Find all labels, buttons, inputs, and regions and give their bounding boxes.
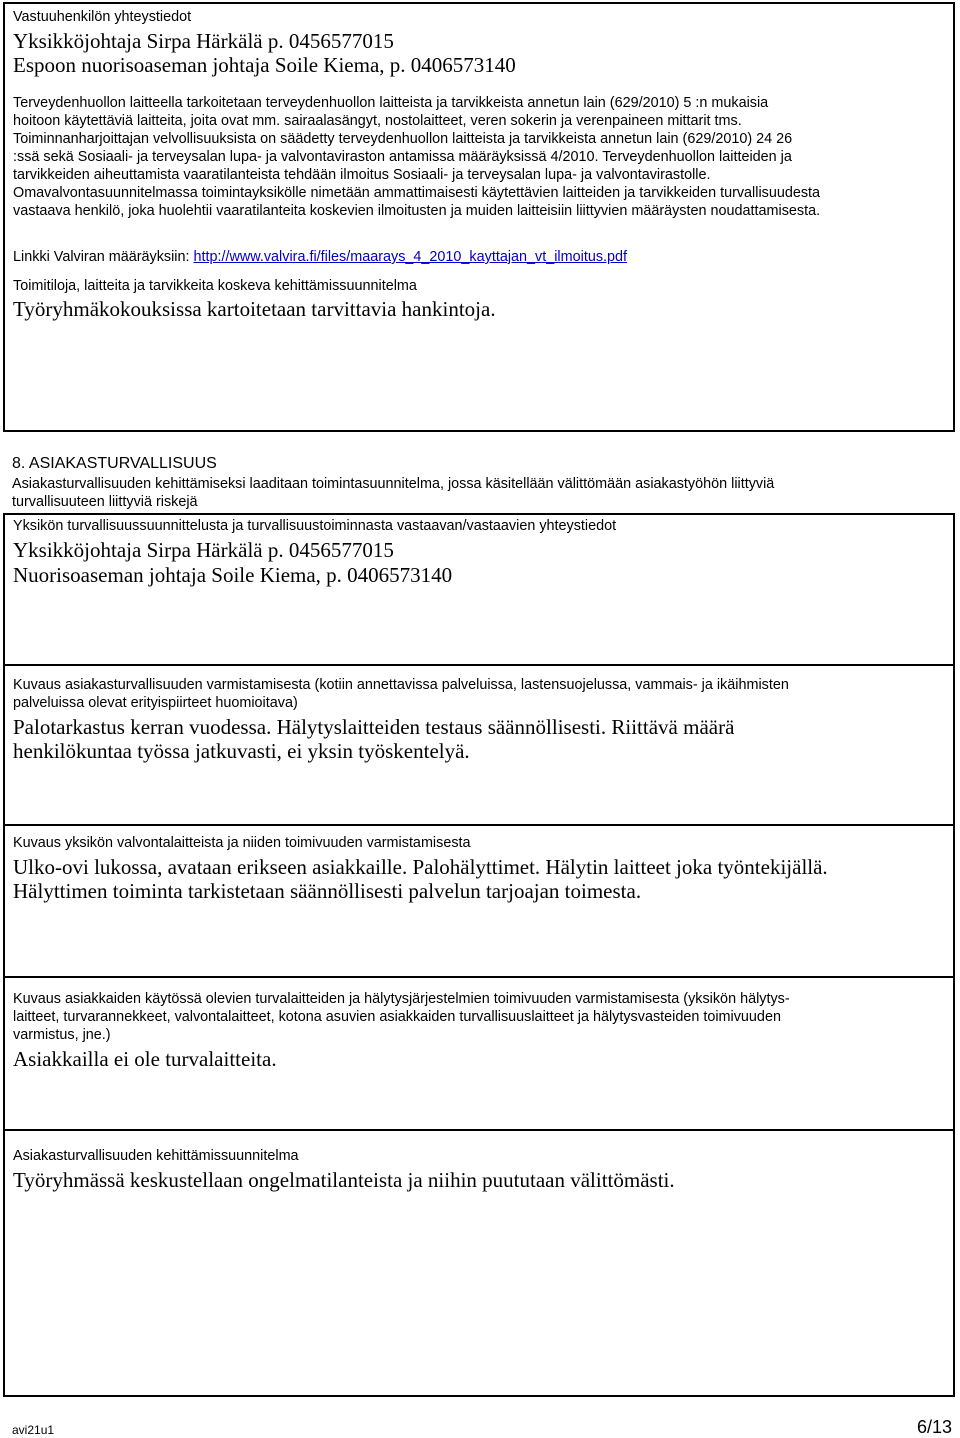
devices-paragraph-line: tarvikkeiden aiheuttamista vaaratilanteista tehdään ilmoitus Sosiaali- ja terveysalan lupa- ja valvontavirastolle. (13, 167, 711, 183)
client-safety-label-line: Kuvaus asiakasturvallisuuden varmistamisesta (kotiin annettavissa palveluissa, lastensuojelussa, vammais- ja ikäihmisten (13, 677, 789, 693)
devices-paragraph-line: Toiminnanharjoittajan velvollisuuksista on säädetty terveydenhuollon laitteista ja tarvikkeista annetun lain (629/2010) 24 26 (13, 131, 793, 147)
monitoring-devices-answer (13, 855, 949, 903)
section-intro-line: Asiakasturvallisuuden kehittämiseksi laaditaan toimintasuunnitelma, jossa käsitellään välittömään asiakastyöhön liittyviä (12, 476, 775, 492)
contact-and-devices-box (3, 2, 955, 432)
safety-development-label: Asiakasturvallisuuden kehittämissuunnitelma (13, 1148, 299, 1164)
document-code: avi21u1 (12, 1423, 55, 1437)
monitoring-devices-answer-line: Ulko-ovi lukossa, avataan erikseen asiakkaille. Palohälyttimet. Hälytin laitteet joka työntekijällä. (13, 855, 828, 879)
client-devices-label-line: Kuvaus asiakkaiden käytössä olevien turvalaitteiden ja hälytysjärjestelmien toimivuuden varmistamisesta (yksikön hälytys- (13, 991, 790, 1007)
section-intro (12, 475, 948, 511)
devices-paragraph-line: :ssä sekä Sosiaali- ja terveysalan lupa- ja valvontaviraston antamissa määräyksissä 4/2010. Terveydenhuollon laitteiden ja (13, 149, 792, 165)
safety-contact-line-1: Yksikköjohtaja Sirpa Härkälä p. 0456577015 (13, 538, 394, 562)
development-plan-label: Toimitiloja, laitteita ja tarvikkeita koskeva kehittämissuunnitelma (13, 278, 417, 294)
client-safety-box (3, 664, 955, 826)
client-devices-label-line: varmistus, jne.) (13, 1027, 111, 1043)
responsible-person-label: Vastuuhenkilön yhteystiedot (13, 9, 192, 25)
contact-line-2: Espoon nuorisoaseman johtaja Soile Kiema, p. 0406573140 (13, 53, 516, 77)
page-number: 6/13 (916, 1417, 952, 1437)
safety-contacts-box (3, 513, 955, 666)
valvira-link-row (13, 248, 627, 266)
client-safety-label-line: palveluissa olevat erityispiirteet huomioitava) (13, 695, 298, 711)
safety-development-box (3, 1129, 955, 1397)
safety-contacts-label: Yksikön turvallisuussuunnittelusta ja turvallisuustoiminnasta vastaavan/vastaavien yhteystiedot (13, 518, 617, 534)
client-safety-label (13, 676, 949, 712)
monitoring-devices-label: Kuvaus yksikön valvontalaitteista ja niiden toimivuuden varmistamisesta (13, 835, 471, 851)
contact-line-1: Yksikköjohtaja Sirpa Härkälä p. 0456577015 (13, 29, 394, 53)
monitoring-devices-box (3, 824, 955, 978)
devices-paragraph-line: Terveydenhuollon laitteella tarkoitetaan terveydenhuollon laitteista ja tarvikkeista annetun lain (629/2010) 5 :n mukaisia (13, 95, 769, 111)
valvira-link-label: Linkki Valviran määräyksiin: (13, 249, 194, 265)
client-safety-answer-line: Palotarkastus kerran vuodessa. Hälytyslaitteiden testaus säännöllisesti. Riittävä määrä (13, 715, 735, 739)
safety-contact-line-2: Nuorisoaseman johtaja Soile Kiema, p. 0406573140 (13, 563, 453, 587)
client-devices-label (13, 990, 949, 1044)
client-devices-answer: Asiakkailla ei ole turvalaitteita. (13, 1047, 277, 1071)
devices-paragraph-line: Omavalvontasuunnitelmassa toimintayksikölle nimetään ammattimaisesti käytettävien laitteiden ja tarvikkeiden turvallisuudesta (13, 185, 821, 201)
development-plan-answer: Työryhmäkokouksissa kartoitetaan tarvittavia hankintoja. (13, 297, 496, 321)
safety-development-answer: Työryhmässä keskustellaan ongelmatilanteista ja niihin puututaan välittömästi. (13, 1168, 675, 1192)
valvira-link[interactable]: http://www.valvira.fi/files/maarays_4_2010_kayttajan_vt_ilmoitus.pdf (193, 249, 628, 265)
monitoring-devices-answer-line: Hälyttimen toiminta tarkistetaan säännöllisesti palvelun tarjoajan toimesta. (13, 879, 642, 903)
section-heading: 8. ASIAKASTURVALLISUUS (12, 455, 217, 472)
devices-paragraph (13, 94, 949, 220)
client-safety-answer (13, 715, 949, 763)
client-devices-label-line: laitteet, turvarannekkeet, valvontalaitteet, kotona asuvien asiakkaiden turvallisuuslaitteet ja hälytysvasteiden toimivuuden (13, 1009, 781, 1025)
section-intro-line: turvallisuuteen liittyviä riskejä (12, 494, 198, 510)
devices-paragraph-line: vastaava henkilö, joka huolehtii vaaratilanteita koskevien ilmoitusten ja muiden laitteisiin liittyvien määräysten noudattamisesta. (13, 203, 821, 219)
devices-paragraph-line: hoitoon käytettäviä laitteita, joita ovat mm. sairaalasängyt, nostolaitteet, veren sokerin ja verenpaineen mittarit tms. (13, 113, 742, 129)
client-safety-answer-line: henkilökuntaa työssa jatkuvasti, ei yksin työskentelyä. (13, 739, 470, 763)
client-devices-box (3, 976, 955, 1131)
